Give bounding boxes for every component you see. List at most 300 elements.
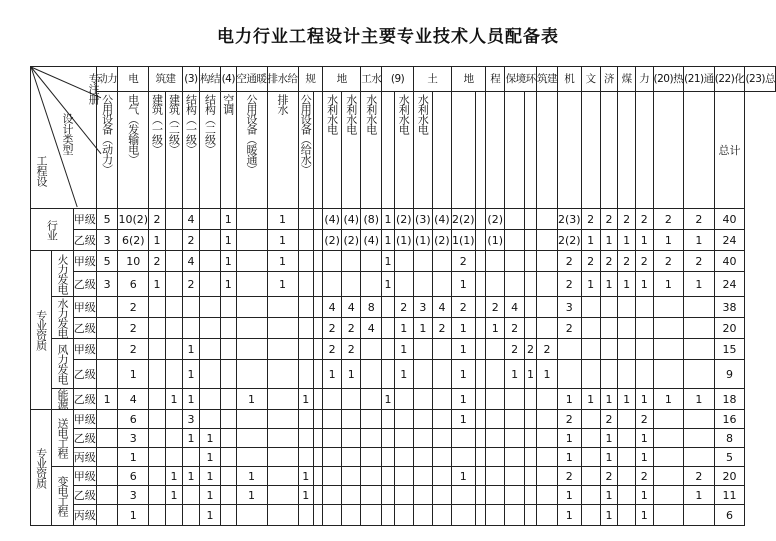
table-cell: [96, 360, 118, 389]
table-cell: 1: [220, 272, 236, 297]
table-cell: [432, 339, 451, 360]
table-cell: [298, 505, 313, 526]
table-cell: [505, 448, 525, 467]
table-cell: 1: [298, 486, 313, 505]
column-header: 动力: [96, 67, 118, 92]
table-cell: [525, 389, 537, 410]
table-cell: 1: [600, 429, 618, 448]
table-cell: [475, 448, 486, 467]
table-cell: [653, 318, 684, 339]
table-cell: 8: [361, 297, 382, 318]
sub-header-label: 结构（二级）: [203, 94, 217, 154]
table-cell: 1: [382, 272, 394, 297]
group-wind-power: [52, 339, 73, 389]
table-cell: 1: [394, 339, 413, 360]
sub-header-label: 水利水电: [397, 94, 411, 134]
table-cell: 8: [714, 429, 745, 448]
table-cell: 1: [149, 272, 166, 297]
table-cell: [149, 318, 166, 339]
table-cell: [236, 505, 267, 526]
table-cell: [182, 486, 199, 505]
table-cell: [536, 389, 557, 410]
table-cell: [314, 505, 323, 526]
table-cell: 2: [684, 251, 715, 272]
sub-header: [342, 92, 361, 209]
table-cell: [361, 429, 382, 448]
table-cell: [475, 410, 486, 429]
table-cell: [486, 389, 505, 410]
table-cell: [653, 297, 684, 318]
table-cell: [653, 448, 684, 467]
section-professional-2-label: 专业资质: [34, 447, 48, 488]
table-cell: [475, 429, 486, 448]
sub-header: [314, 92, 323, 209]
table-cell: [267, 448, 298, 467]
sub-header: [199, 92, 220, 209]
table-cell: 1: [557, 389, 581, 410]
table-cell: [413, 251, 432, 272]
table-cell: [475, 272, 486, 297]
table-cell: [536, 410, 557, 429]
table-cell: [220, 429, 236, 448]
table-cell: [361, 272, 382, 297]
table-cell: [475, 251, 486, 272]
table-cell: 4: [323, 297, 342, 318]
table-row: [31, 339, 776, 360]
table-cell: [96, 448, 118, 467]
table-cell: [149, 410, 166, 429]
table-cell: [635, 297, 653, 318]
sub-header: [581, 92, 600, 209]
table-cell: 1: [298, 467, 313, 486]
table-cell: [149, 505, 166, 526]
table-cell: [149, 486, 166, 505]
sub-header: [451, 92, 475, 209]
table-cell: 9: [714, 360, 745, 389]
table-cell: 1: [684, 389, 715, 410]
table-cell: 1: [451, 467, 475, 486]
table-cell: [267, 410, 298, 429]
table-cell: 1: [96, 389, 118, 410]
table-cell: 4: [505, 297, 525, 318]
table-cell: [382, 360, 394, 389]
sub-header: [413, 92, 432, 209]
table-cell: 2: [557, 272, 581, 297]
table-cell: [236, 272, 267, 297]
table-cell: [298, 448, 313, 467]
table-cell: 1: [236, 389, 267, 410]
table-cell: [413, 467, 432, 486]
table-cell: [505, 410, 525, 429]
table-cell: [486, 251, 505, 272]
table-row: [31, 505, 776, 526]
table-cell: 2: [118, 297, 149, 318]
table-cell: [199, 389, 220, 410]
grade-level: 甲级: [73, 467, 96, 486]
table-cell: 1: [536, 360, 557, 389]
sub-header-label: 水利水电: [364, 94, 378, 134]
table-cell: 2: [118, 318, 149, 339]
table-cell: [536, 251, 557, 272]
table-cell: 2: [536, 339, 557, 360]
table-cell: [323, 429, 342, 448]
table-cell: [451, 429, 475, 448]
table-cell: [618, 429, 636, 448]
table-cell: 1: [451, 410, 475, 429]
table-cell: [536, 505, 557, 526]
table-cell: [314, 251, 323, 272]
table-cell: [267, 318, 298, 339]
table-cell: [600, 339, 618, 360]
table-cell: 2: [600, 209, 618, 230]
table-cell: [486, 339, 505, 360]
table-cell: [536, 467, 557, 486]
table-cell: [361, 505, 382, 526]
table-cell: [486, 410, 505, 429]
table-cell: [475, 230, 486, 251]
table-cell: [486, 360, 505, 389]
column-header: (20)热: [653, 67, 684, 92]
table-cell: [361, 389, 382, 410]
table-cell: 2: [342, 318, 361, 339]
table-cell: 2: [600, 467, 618, 486]
grade-level: 甲级: [73, 297, 96, 318]
table-cell: [323, 251, 342, 272]
table-cell: [314, 467, 323, 486]
table-cell: [525, 467, 537, 486]
table-cell: [236, 251, 267, 272]
column-header: 空通暖: [236, 67, 267, 92]
table-cell: [149, 429, 166, 448]
table-cell: 2: [581, 251, 600, 272]
table-row: [31, 209, 776, 230]
table-cell: [653, 467, 684, 486]
table-cell: [220, 297, 236, 318]
table-cell: 1: [653, 389, 684, 410]
group-substation: [52, 467, 73, 526]
table-cell: [165, 230, 182, 251]
sub-header: 总计: [714, 92, 745, 209]
table-cell: [314, 339, 323, 360]
table-cell: 1: [149, 230, 166, 251]
table-cell: 4: [182, 209, 199, 230]
table-cell: 2: [684, 467, 715, 486]
table-cell: [342, 410, 361, 429]
table-cell: [475, 360, 486, 389]
table-cell: 2: [653, 209, 684, 230]
table-cell: 1: [600, 448, 618, 467]
table-cell: [199, 360, 220, 389]
table-cell: [314, 209, 323, 230]
table-row: [31, 297, 776, 318]
table-cell: [475, 389, 486, 410]
table-cell: [525, 505, 537, 526]
table-cell: 1: [220, 230, 236, 251]
table-cell: 2: [394, 297, 413, 318]
table-cell: 2(2): [451, 209, 475, 230]
table-cell: 2: [557, 318, 581, 339]
table-cell: 16: [714, 410, 745, 429]
table-cell: 1: [267, 251, 298, 272]
table-cell: 2: [505, 339, 525, 360]
table-cell: [314, 272, 323, 297]
table-cell: 20: [714, 467, 745, 486]
group-hydro-power-label: 水力发电: [56, 297, 70, 338]
table-cell: 1: [557, 429, 581, 448]
table-cell: [394, 467, 413, 486]
table-cell: 1: [618, 389, 636, 410]
table-cell: 1: [635, 272, 653, 297]
table-cell: 2: [182, 272, 199, 297]
table-row: [31, 410, 776, 429]
table-cell: 1: [581, 272, 600, 297]
page-title: 电力行业工程设计主要专业技术人员配备表: [217, 27, 559, 47]
table-cell: [220, 318, 236, 339]
table-cell: [342, 389, 361, 410]
table-cell: [314, 429, 323, 448]
column-header: 程: [486, 67, 505, 92]
table-cell: [413, 505, 432, 526]
table-cell: [581, 410, 600, 429]
table-cell: [525, 251, 537, 272]
column-header: 电: [118, 67, 149, 92]
table-cell: (8): [361, 209, 382, 230]
table-cell: 2: [618, 209, 636, 230]
table-cell: 2: [581, 209, 600, 230]
table-cell: 1: [182, 339, 199, 360]
table-cell: [236, 360, 267, 389]
sub-header: [182, 92, 199, 209]
table-cell: 2: [451, 297, 475, 318]
table-cell: [342, 429, 361, 448]
table-cell: [314, 389, 323, 410]
table-cell: [361, 360, 382, 389]
sub-header-label: 水利水电: [416, 94, 430, 134]
grade-level: 甲级: [73, 251, 96, 272]
group-transmission: [52, 410, 73, 467]
table-cell: 1: [182, 389, 199, 410]
table-cell: 4: [182, 251, 199, 272]
table-cell: 1: [653, 272, 684, 297]
table-cell: [96, 410, 118, 429]
table-cell: [525, 448, 537, 467]
table-cell: [486, 486, 505, 505]
table-cell: [182, 505, 199, 526]
sub-header: [653, 92, 684, 209]
table-cell: [432, 389, 451, 410]
table-cell: [199, 230, 220, 251]
table-cell: [323, 505, 342, 526]
table-cell: 1: [557, 505, 581, 526]
table-cell: 1: [451, 318, 475, 339]
group-new-energy-label: 能源: [56, 389, 70, 409]
table-cell: 2: [323, 318, 342, 339]
table-cell: 1: [236, 486, 267, 505]
table-cell: [505, 467, 525, 486]
grade-level: 甲级: [73, 339, 96, 360]
table-cell: 2: [557, 467, 581, 486]
table-cell: 6: [118, 272, 149, 297]
sub-header-label: 公用设备（暖通）: [245, 94, 259, 174]
table-cell: [323, 410, 342, 429]
column-header: 力: [635, 67, 653, 92]
table-cell: [413, 360, 432, 389]
table-cell: 40: [714, 209, 745, 230]
table-cell: [236, 448, 267, 467]
table-cell: 1: [600, 272, 618, 297]
sub-header: [298, 92, 313, 209]
table-cell: 3: [96, 272, 118, 297]
table-cell: [199, 339, 220, 360]
table-cell: [382, 429, 394, 448]
table-cell: [298, 230, 313, 251]
corner-label-type: 设计类型: [61, 113, 74, 155]
table-cell: [298, 272, 313, 297]
column-header: 工水: [361, 67, 382, 92]
table-cell: 2: [684, 209, 715, 230]
table-row: [31, 486, 776, 505]
grade-level: 乙级: [73, 230, 96, 251]
table-cell: [182, 297, 199, 318]
table-cell: [536, 209, 557, 230]
table-cell: [432, 448, 451, 467]
table-cell: 2: [635, 467, 653, 486]
table-cell: 1: [451, 339, 475, 360]
table-cell: [635, 318, 653, 339]
table-cell: 1: [581, 389, 600, 410]
table-cell: [618, 360, 636, 389]
table-cell: 1: [165, 486, 182, 505]
column-header: 文: [581, 67, 600, 92]
table-cell: [96, 297, 118, 318]
table-cell: [432, 251, 451, 272]
table-cell: [236, 318, 267, 339]
table-cell: [581, 429, 600, 448]
table-cell: [382, 505, 394, 526]
table-cell: [298, 297, 313, 318]
table-cell: [267, 486, 298, 505]
sub-header: [432, 92, 451, 209]
table-cell: [323, 448, 342, 467]
sub-header-label: 水利水电: [325, 94, 339, 134]
table-cell: 1: [618, 272, 636, 297]
table-cell: [451, 486, 475, 505]
group-fire-power: [52, 251, 73, 297]
table-cell: [475, 209, 486, 230]
table-cell: 2: [323, 339, 342, 360]
table-cell: [361, 486, 382, 505]
table-cell: [394, 251, 413, 272]
table-row: [31, 448, 776, 467]
grade-level: 乙级: [73, 360, 96, 389]
table-cell: 1: [600, 389, 618, 410]
table-row: [31, 230, 776, 251]
table-cell: [432, 272, 451, 297]
table-cell: 1: [118, 360, 149, 389]
corner-cell: [31, 67, 100, 209]
table-cell: [323, 467, 342, 486]
table-cell: [618, 486, 636, 505]
table-cell: 1: [199, 505, 220, 526]
table-cell: [505, 251, 525, 272]
table-cell: 1: [684, 486, 715, 505]
sub-header: [323, 92, 342, 209]
table-cell: (4): [342, 209, 361, 230]
table-row: [31, 429, 776, 448]
table-cell: [525, 272, 537, 297]
table-cell: [486, 467, 505, 486]
grade-level: 乙级: [73, 318, 96, 339]
table-cell: 2: [149, 209, 166, 230]
table-cell: [505, 389, 525, 410]
table-cell: 24: [714, 230, 745, 251]
table-cell: [581, 486, 600, 505]
table-cell: [382, 467, 394, 486]
sub-header-label: 建筑（二级）: [167, 94, 181, 154]
table-cell: [581, 505, 600, 526]
table-cell: [342, 272, 361, 297]
column-header: 煤: [618, 67, 636, 92]
table-cell: 10(2): [118, 209, 149, 230]
table-cell: 1: [581, 230, 600, 251]
table-cell: [684, 448, 715, 467]
table-cell: [96, 505, 118, 526]
table-cell: 1: [451, 389, 475, 410]
sub-header: [557, 92, 581, 209]
table-cell: (3): [413, 209, 432, 230]
table-cell: 38: [714, 297, 745, 318]
table-cell: 1: [635, 429, 653, 448]
table-cell: 1: [382, 230, 394, 251]
table-cell: 1: [199, 467, 220, 486]
table-cell: 2: [342, 339, 361, 360]
grade-level: 甲级: [73, 410, 96, 429]
table-cell: [267, 467, 298, 486]
table-cell: [451, 448, 475, 467]
table-cell: 1: [394, 318, 413, 339]
table-cell: [600, 297, 618, 318]
table-cell: [182, 448, 199, 467]
table-cell: [432, 360, 451, 389]
table-cell: [581, 318, 600, 339]
table-cell: 2: [486, 297, 505, 318]
table-cell: 2: [182, 230, 199, 251]
table-cell: [618, 467, 636, 486]
table-cell: [382, 339, 394, 360]
table-cell: [382, 448, 394, 467]
table-cell: [323, 486, 342, 505]
table-cell: [182, 318, 199, 339]
table-cell: 2: [635, 209, 653, 230]
sub-header: [149, 92, 166, 209]
sub-header: [118, 92, 149, 209]
table-cell: 1: [165, 389, 182, 410]
table-cell: [653, 360, 684, 389]
table-cell: [165, 360, 182, 389]
table-cell: [220, 389, 236, 410]
table-cell: 1: [635, 448, 653, 467]
table-cell: [525, 429, 537, 448]
table-cell: [342, 467, 361, 486]
table-cell: [382, 318, 394, 339]
table-cell: 1: [118, 448, 149, 467]
sub-header-label: 结构（一级）: [184, 94, 198, 154]
sub-header: [600, 92, 618, 209]
table-cell: 2(2): [557, 230, 581, 251]
table-cell: [432, 467, 451, 486]
table-cell: [236, 209, 267, 230]
table-cell: 5: [96, 209, 118, 230]
